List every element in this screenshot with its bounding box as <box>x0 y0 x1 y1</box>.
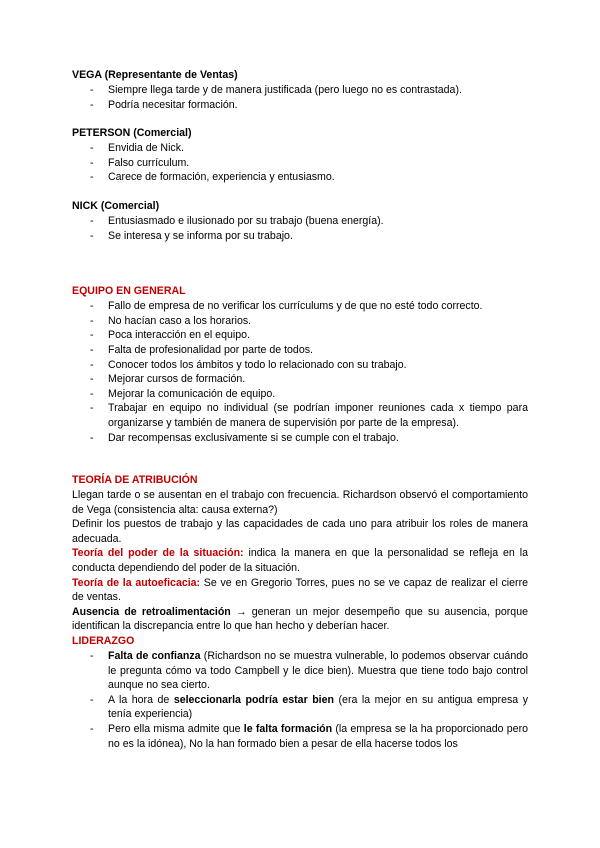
item-bold: le falta formación <box>243 723 333 735</box>
list-item: - No hacían caso a los horarios. <box>72 314 528 329</box>
poder-situacion-label: Teoría del poder de la situación: <box>72 547 244 560</box>
atribucion-paragraph-4 <box>72 576 528 605</box>
list-item: - Se interesa y se informa por su trabajo. <box>72 229 528 244</box>
item-pre: A la hora de <box>108 693 174 706</box>
item-text: (era la mejor en su antigua empresa y tenía experiencia) <box>108 693 528 721</box>
item-bold: Falta de confianza <box>108 650 201 663</box>
atribucion-paragraph-2: Definir los puestos de trabajo y las capacidades de cada uno para atribuir los roles de manera adecuada. <box>72 518 528 545</box>
list-item: - Podría necesitar formación. <box>72 98 528 113</box>
atribucion-paragraph-3 <box>72 546 528 575</box>
equipo-section <box>72 284 528 445</box>
list-item: - Envidia de Nick. <box>72 141 528 156</box>
list-item: - Dar recompensas exclusivamente si se cumple con el trabajo. <box>72 431 528 446</box>
item-pre: Pero ella misma admite que <box>108 723 244 735</box>
retroalimentacion-label: Ausencia de retroalimentación <box>72 605 231 618</box>
list-item: - Mejorar la comunicación de equipo. <box>72 387 528 402</box>
list-item: - Carece de formación, experiencia y entusiasmo. <box>72 170 528 185</box>
poder-situacion-text: indica la manera en que la personalidad se refleja en la conducta dependiendo del poder de la situación. <box>72 547 528 575</box>
atribucion-paragraph-5 <box>72 605 528 634</box>
atribucion-section <box>72 473 528 634</box>
list-item: - Trabajar en equipo no individual (se podrían imponer reuniones cada x tiempo para organizarse y también de manera de supervisión por parte de la empresa). <box>72 401 528 430</box>
list-item <box>72 649 528 693</box>
equipo-list <box>72 299 528 445</box>
vega-list <box>72 83 528 112</box>
document-page <box>72 68 528 751</box>
list-item: - Fallo de empresa de no verificar los currículums y de que no esté todo correcto. <box>72 299 528 314</box>
nick-list <box>72 214 528 243</box>
list-item <box>72 693 528 722</box>
peterson-section <box>72 126 528 185</box>
list-item: - Siempre llega tarde y de manera justificada (pero luego no es contrastada). <box>72 83 528 98</box>
list-item: - Conocer todos los ámbitos y todo lo relacionado con su trabajo. <box>72 358 528 373</box>
list-item <box>72 722 528 751</box>
vega-heading: VEGA (Representante de Ventas) <box>72 69 238 81</box>
item-bold: seleccionarla podría estar bien <box>173 693 334 706</box>
peterson-list <box>72 141 528 185</box>
list-item: - Mejorar cursos de formación. <box>72 372 528 387</box>
autoeficacia-text: Se ve en Gregorio Torres, pues no se ve capaz de realizar el cierre de ventas. <box>72 576 528 604</box>
list-item: - Falso currículum. <box>72 156 528 171</box>
item-text: (la empresa se la ha proporcionado pero no es la idónea), No la han formado bien a pesar de ella hacerse todos los <box>108 723 528 750</box>
atribucion-paragraph-1: Llegan tarde o se ausentan en el trabajo con frecuencia. Richardson observó el comportamiento de Vega (consistencia alta: causa externa?) <box>72 489 528 516</box>
equipo-heading: EQUIPO EN GENERAL <box>72 285 186 298</box>
list-item: - Falta de profesionalidad por parte de todos. <box>72 343 528 358</box>
autoeficacia-label: Teoría de la autoeficacia: <box>72 576 201 589</box>
liderazgo-heading: LIDERAZGO <box>72 635 135 648</box>
retroalimentacion-text: → generan un mejor desempeño que su ausencia, porque identifican la discrepancia entre lo que han hecho y deberían hacer. <box>72 605 528 633</box>
liderazgo-list <box>72 649 528 751</box>
liderazgo-section <box>72 634 528 751</box>
atribucion-heading: TEORÍA DE ATRIBUCIÓN <box>72 474 198 487</box>
list-item: - Poca interacción en el equipo. <box>72 328 528 343</box>
item-text: (Richardson no se muestra vulnerable, lo podemos observar cuándo le pregunta cómo va todo Campbell y le dice bien). Muestra que tiene todo bajo control aunque no sea cierto. <box>108 650 528 692</box>
nick-heading: NICK (Comercial) <box>72 199 160 212</box>
list-item: - Entusiasmado e ilusionado por su trabajo (buena energía). <box>72 214 528 229</box>
peterson-heading: PETERSON (Comercial) <box>72 127 192 140</box>
vega-section <box>72 68 528 112</box>
nick-section <box>72 199 528 243</box>
